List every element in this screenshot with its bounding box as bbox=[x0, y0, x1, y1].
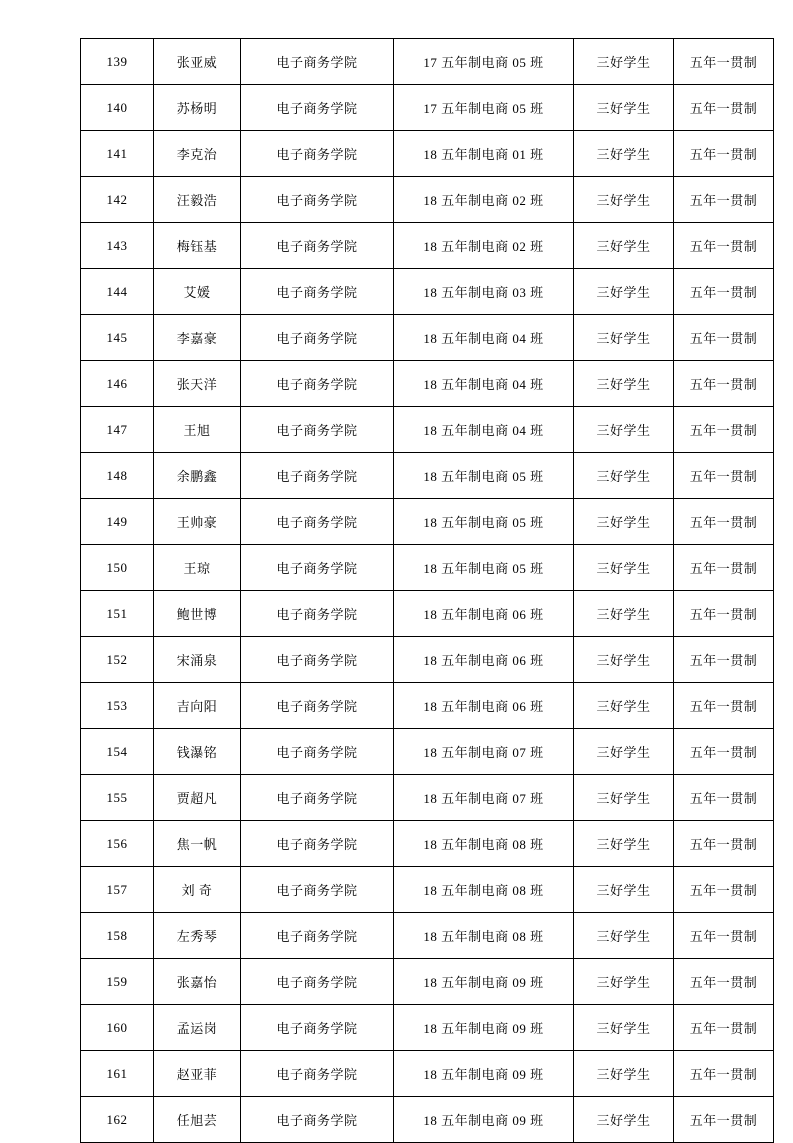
cell-honor: 三好学生 bbox=[574, 177, 674, 223]
table-row bbox=[81, 407, 774, 453]
cell-department: 电子商务学院 bbox=[241, 1097, 394, 1143]
cell-class: 18 五年制电商 05 班 bbox=[394, 499, 574, 545]
cell-index: 150 bbox=[81, 545, 154, 591]
cell-system: 五年一贯制 bbox=[674, 407, 774, 453]
cell-class: 18 五年制电商 03 班 bbox=[394, 269, 574, 315]
cell-system: 五年一贯制 bbox=[674, 545, 774, 591]
cell-index: 144 bbox=[81, 269, 154, 315]
table-row bbox=[81, 453, 774, 499]
cell-department: 电子商务学院 bbox=[241, 223, 394, 269]
cell-class: 18 五年制电商 02 班 bbox=[394, 223, 574, 269]
cell-index: 149 bbox=[81, 499, 154, 545]
cell-index: 143 bbox=[81, 223, 154, 269]
cell-system: 五年一贯制 bbox=[674, 361, 774, 407]
cell-class: 18 五年制电商 09 班 bbox=[394, 1051, 574, 1097]
cell-department: 电子商务学院 bbox=[241, 269, 394, 315]
cell-honor: 三好学生 bbox=[574, 1005, 674, 1051]
table-row bbox=[81, 775, 774, 821]
cell-department: 电子商务学院 bbox=[241, 39, 394, 85]
table-body bbox=[81, 39, 774, 1143]
cell-index: 157 bbox=[81, 867, 154, 913]
cell-index: 148 bbox=[81, 453, 154, 499]
cell-class: 18 五年制电商 06 班 bbox=[394, 637, 574, 683]
cell-name: 钱瀑铭 bbox=[154, 729, 241, 775]
cell-index: 145 bbox=[81, 315, 154, 361]
cell-system: 五年一贯制 bbox=[674, 177, 774, 223]
cell-name: 苏杨明 bbox=[154, 85, 241, 131]
cell-honor: 三好学生 bbox=[574, 1097, 674, 1143]
table-row bbox=[81, 545, 774, 591]
cell-name: 王琼 bbox=[154, 545, 241, 591]
cell-department: 电子商务学院 bbox=[241, 361, 394, 407]
cell-index: 159 bbox=[81, 959, 154, 1005]
cell-name: 李克治 bbox=[154, 131, 241, 177]
cell-honor: 三好学生 bbox=[574, 407, 674, 453]
cell-name: 王帅豪 bbox=[154, 499, 241, 545]
cell-class: 18 五年制电商 02 班 bbox=[394, 177, 574, 223]
cell-class: 18 五年制电商 08 班 bbox=[394, 913, 574, 959]
cell-class: 18 五年制电商 07 班 bbox=[394, 775, 574, 821]
cell-system: 五年一贯制 bbox=[674, 499, 774, 545]
cell-department: 电子商务学院 bbox=[241, 683, 394, 729]
table-row bbox=[81, 39, 774, 85]
cell-index: 142 bbox=[81, 177, 154, 223]
cell-department: 电子商务学院 bbox=[241, 775, 394, 821]
cell-index: 153 bbox=[81, 683, 154, 729]
cell-system: 五年一贯制 bbox=[674, 269, 774, 315]
cell-name: 张嘉怡 bbox=[154, 959, 241, 1005]
table-row bbox=[81, 591, 774, 637]
cell-index: 151 bbox=[81, 591, 154, 637]
cell-name: 汪毅浩 bbox=[154, 177, 241, 223]
cell-class: 18 五年制电商 06 班 bbox=[394, 683, 574, 729]
cell-honor: 三好学生 bbox=[574, 85, 674, 131]
cell-class: 18 五年制电商 04 班 bbox=[394, 315, 574, 361]
cell-department: 电子商务学院 bbox=[241, 407, 394, 453]
cell-department: 电子商务学院 bbox=[241, 177, 394, 223]
cell-honor: 三好学生 bbox=[574, 1051, 674, 1097]
cell-system: 五年一贯制 bbox=[674, 867, 774, 913]
cell-index: 140 bbox=[81, 85, 154, 131]
cell-name: 孟运岗 bbox=[154, 1005, 241, 1051]
cell-name: 余鹏鑫 bbox=[154, 453, 241, 499]
cell-system: 五年一贯制 bbox=[674, 453, 774, 499]
cell-system: 五年一贯制 bbox=[674, 775, 774, 821]
cell-department: 电子商务学院 bbox=[241, 591, 394, 637]
table-row bbox=[81, 913, 774, 959]
cell-name: 李嘉豪 bbox=[154, 315, 241, 361]
cell-honor: 三好学生 bbox=[574, 591, 674, 637]
cell-department: 电子商务学院 bbox=[241, 131, 394, 177]
cell-class: 18 五年制电商 09 班 bbox=[394, 959, 574, 1005]
cell-honor: 三好学生 bbox=[574, 959, 674, 1005]
cell-honor: 三好学生 bbox=[574, 361, 674, 407]
cell-honor: 三好学生 bbox=[574, 453, 674, 499]
cell-class: 18 五年制电商 05 班 bbox=[394, 453, 574, 499]
cell-name: 张天洋 bbox=[154, 361, 241, 407]
cell-system: 五年一贯制 bbox=[674, 959, 774, 1005]
student-roster-table bbox=[80, 38, 774, 1143]
cell-system: 五年一贯制 bbox=[674, 223, 774, 269]
cell-department: 电子商务学院 bbox=[241, 959, 394, 1005]
cell-index: 161 bbox=[81, 1051, 154, 1097]
cell-class: 17 五年制电商 05 班 bbox=[394, 85, 574, 131]
cell-honor: 三好学生 bbox=[574, 729, 674, 775]
cell-system: 五年一贯制 bbox=[674, 315, 774, 361]
cell-department: 电子商务学院 bbox=[241, 499, 394, 545]
cell-name: 贾超凡 bbox=[154, 775, 241, 821]
table-row bbox=[81, 729, 774, 775]
cell-system: 五年一贯制 bbox=[674, 1097, 774, 1143]
table-row bbox=[81, 85, 774, 131]
table-row bbox=[81, 131, 774, 177]
cell-honor: 三好学生 bbox=[574, 269, 674, 315]
cell-name: 梅钰基 bbox=[154, 223, 241, 269]
table-row bbox=[81, 269, 774, 315]
cell-index: 154 bbox=[81, 729, 154, 775]
cell-index: 152 bbox=[81, 637, 154, 683]
cell-class: 18 五年制电商 04 班 bbox=[394, 361, 574, 407]
cell-honor: 三好学生 bbox=[574, 913, 674, 959]
cell-honor: 三好学生 bbox=[574, 131, 674, 177]
cell-honor: 三好学生 bbox=[574, 223, 674, 269]
cell-name: 任旭芸 bbox=[154, 1097, 241, 1143]
cell-class: 17 五年制电商 05 班 bbox=[394, 39, 574, 85]
cell-index: 162 bbox=[81, 1097, 154, 1143]
cell-honor: 三好学生 bbox=[574, 39, 674, 85]
cell-class: 18 五年制电商 04 班 bbox=[394, 407, 574, 453]
cell-class: 18 五年制电商 08 班 bbox=[394, 867, 574, 913]
cell-index: 147 bbox=[81, 407, 154, 453]
table-row bbox=[81, 177, 774, 223]
table-row bbox=[81, 1005, 774, 1051]
cell-honor: 三好学生 bbox=[574, 637, 674, 683]
cell-system: 五年一贯制 bbox=[674, 683, 774, 729]
cell-honor: 三好学生 bbox=[574, 499, 674, 545]
cell-honor: 三好学生 bbox=[574, 315, 674, 361]
table-row bbox=[81, 361, 774, 407]
cell-class: 18 五年制电商 08 班 bbox=[394, 821, 574, 867]
cell-class: 18 五年制电商 09 班 bbox=[394, 1097, 574, 1143]
cell-index: 155 bbox=[81, 775, 154, 821]
table-row bbox=[81, 959, 774, 1005]
cell-system: 五年一贯制 bbox=[674, 1005, 774, 1051]
cell-honor: 三好学生 bbox=[574, 683, 674, 729]
table-row bbox=[81, 867, 774, 913]
cell-system: 五年一贯制 bbox=[674, 39, 774, 85]
cell-index: 158 bbox=[81, 913, 154, 959]
cell-system: 五年一贯制 bbox=[674, 1051, 774, 1097]
cell-name: 宋涌泉 bbox=[154, 637, 241, 683]
cell-department: 电子商务学院 bbox=[241, 867, 394, 913]
cell-class: 18 五年制电商 01 班 bbox=[394, 131, 574, 177]
cell-name: 王旭 bbox=[154, 407, 241, 453]
cell-class: 18 五年制电商 05 班 bbox=[394, 545, 574, 591]
cell-department: 电子商务学院 bbox=[241, 315, 394, 361]
cell-department: 电子商务学院 bbox=[241, 545, 394, 591]
cell-department: 电子商务学院 bbox=[241, 453, 394, 499]
cell-name: 刘 奇 bbox=[154, 867, 241, 913]
cell-name: 左秀琴 bbox=[154, 913, 241, 959]
table-row bbox=[81, 315, 774, 361]
cell-department: 电子商务学院 bbox=[241, 729, 394, 775]
table-row bbox=[81, 499, 774, 545]
table-row bbox=[81, 1097, 774, 1143]
cell-class: 18 五年制电商 06 班 bbox=[394, 591, 574, 637]
cell-name: 艾媛 bbox=[154, 269, 241, 315]
cell-class: 18 五年制电商 07 班 bbox=[394, 729, 574, 775]
cell-department: 电子商务学院 bbox=[241, 1051, 394, 1097]
cell-name: 鲍世博 bbox=[154, 591, 241, 637]
cell-honor: 三好学生 bbox=[574, 545, 674, 591]
cell-index: 160 bbox=[81, 1005, 154, 1051]
cell-system: 五年一贯制 bbox=[674, 591, 774, 637]
cell-system: 五年一贯制 bbox=[674, 85, 774, 131]
cell-department: 电子商务学院 bbox=[241, 913, 394, 959]
cell-department: 电子商务学院 bbox=[241, 637, 394, 683]
cell-class: 18 五年制电商 09 班 bbox=[394, 1005, 574, 1051]
table-row bbox=[81, 683, 774, 729]
cell-name: 赵亚菲 bbox=[154, 1051, 241, 1097]
table-row bbox=[81, 821, 774, 867]
cell-index: 146 bbox=[81, 361, 154, 407]
table-row bbox=[81, 223, 774, 269]
cell-name: 焦一帆 bbox=[154, 821, 241, 867]
table-row bbox=[81, 637, 774, 683]
cell-department: 电子商务学院 bbox=[241, 85, 394, 131]
cell-index: 156 bbox=[81, 821, 154, 867]
cell-system: 五年一贯制 bbox=[674, 913, 774, 959]
cell-name: 张亚威 bbox=[154, 39, 241, 85]
cell-system: 五年一贯制 bbox=[674, 131, 774, 177]
cell-department: 电子商务学院 bbox=[241, 821, 394, 867]
cell-honor: 三好学生 bbox=[574, 821, 674, 867]
cell-index: 141 bbox=[81, 131, 154, 177]
table-row bbox=[81, 1051, 774, 1097]
cell-name: 吉向阳 bbox=[154, 683, 241, 729]
cell-department: 电子商务学院 bbox=[241, 1005, 394, 1051]
cell-index: 139 bbox=[81, 39, 154, 85]
cell-honor: 三好学生 bbox=[574, 775, 674, 821]
cell-system: 五年一贯制 bbox=[674, 821, 774, 867]
cell-system: 五年一贯制 bbox=[674, 729, 774, 775]
cell-system: 五年一贯制 bbox=[674, 637, 774, 683]
cell-honor: 三好学生 bbox=[574, 867, 674, 913]
